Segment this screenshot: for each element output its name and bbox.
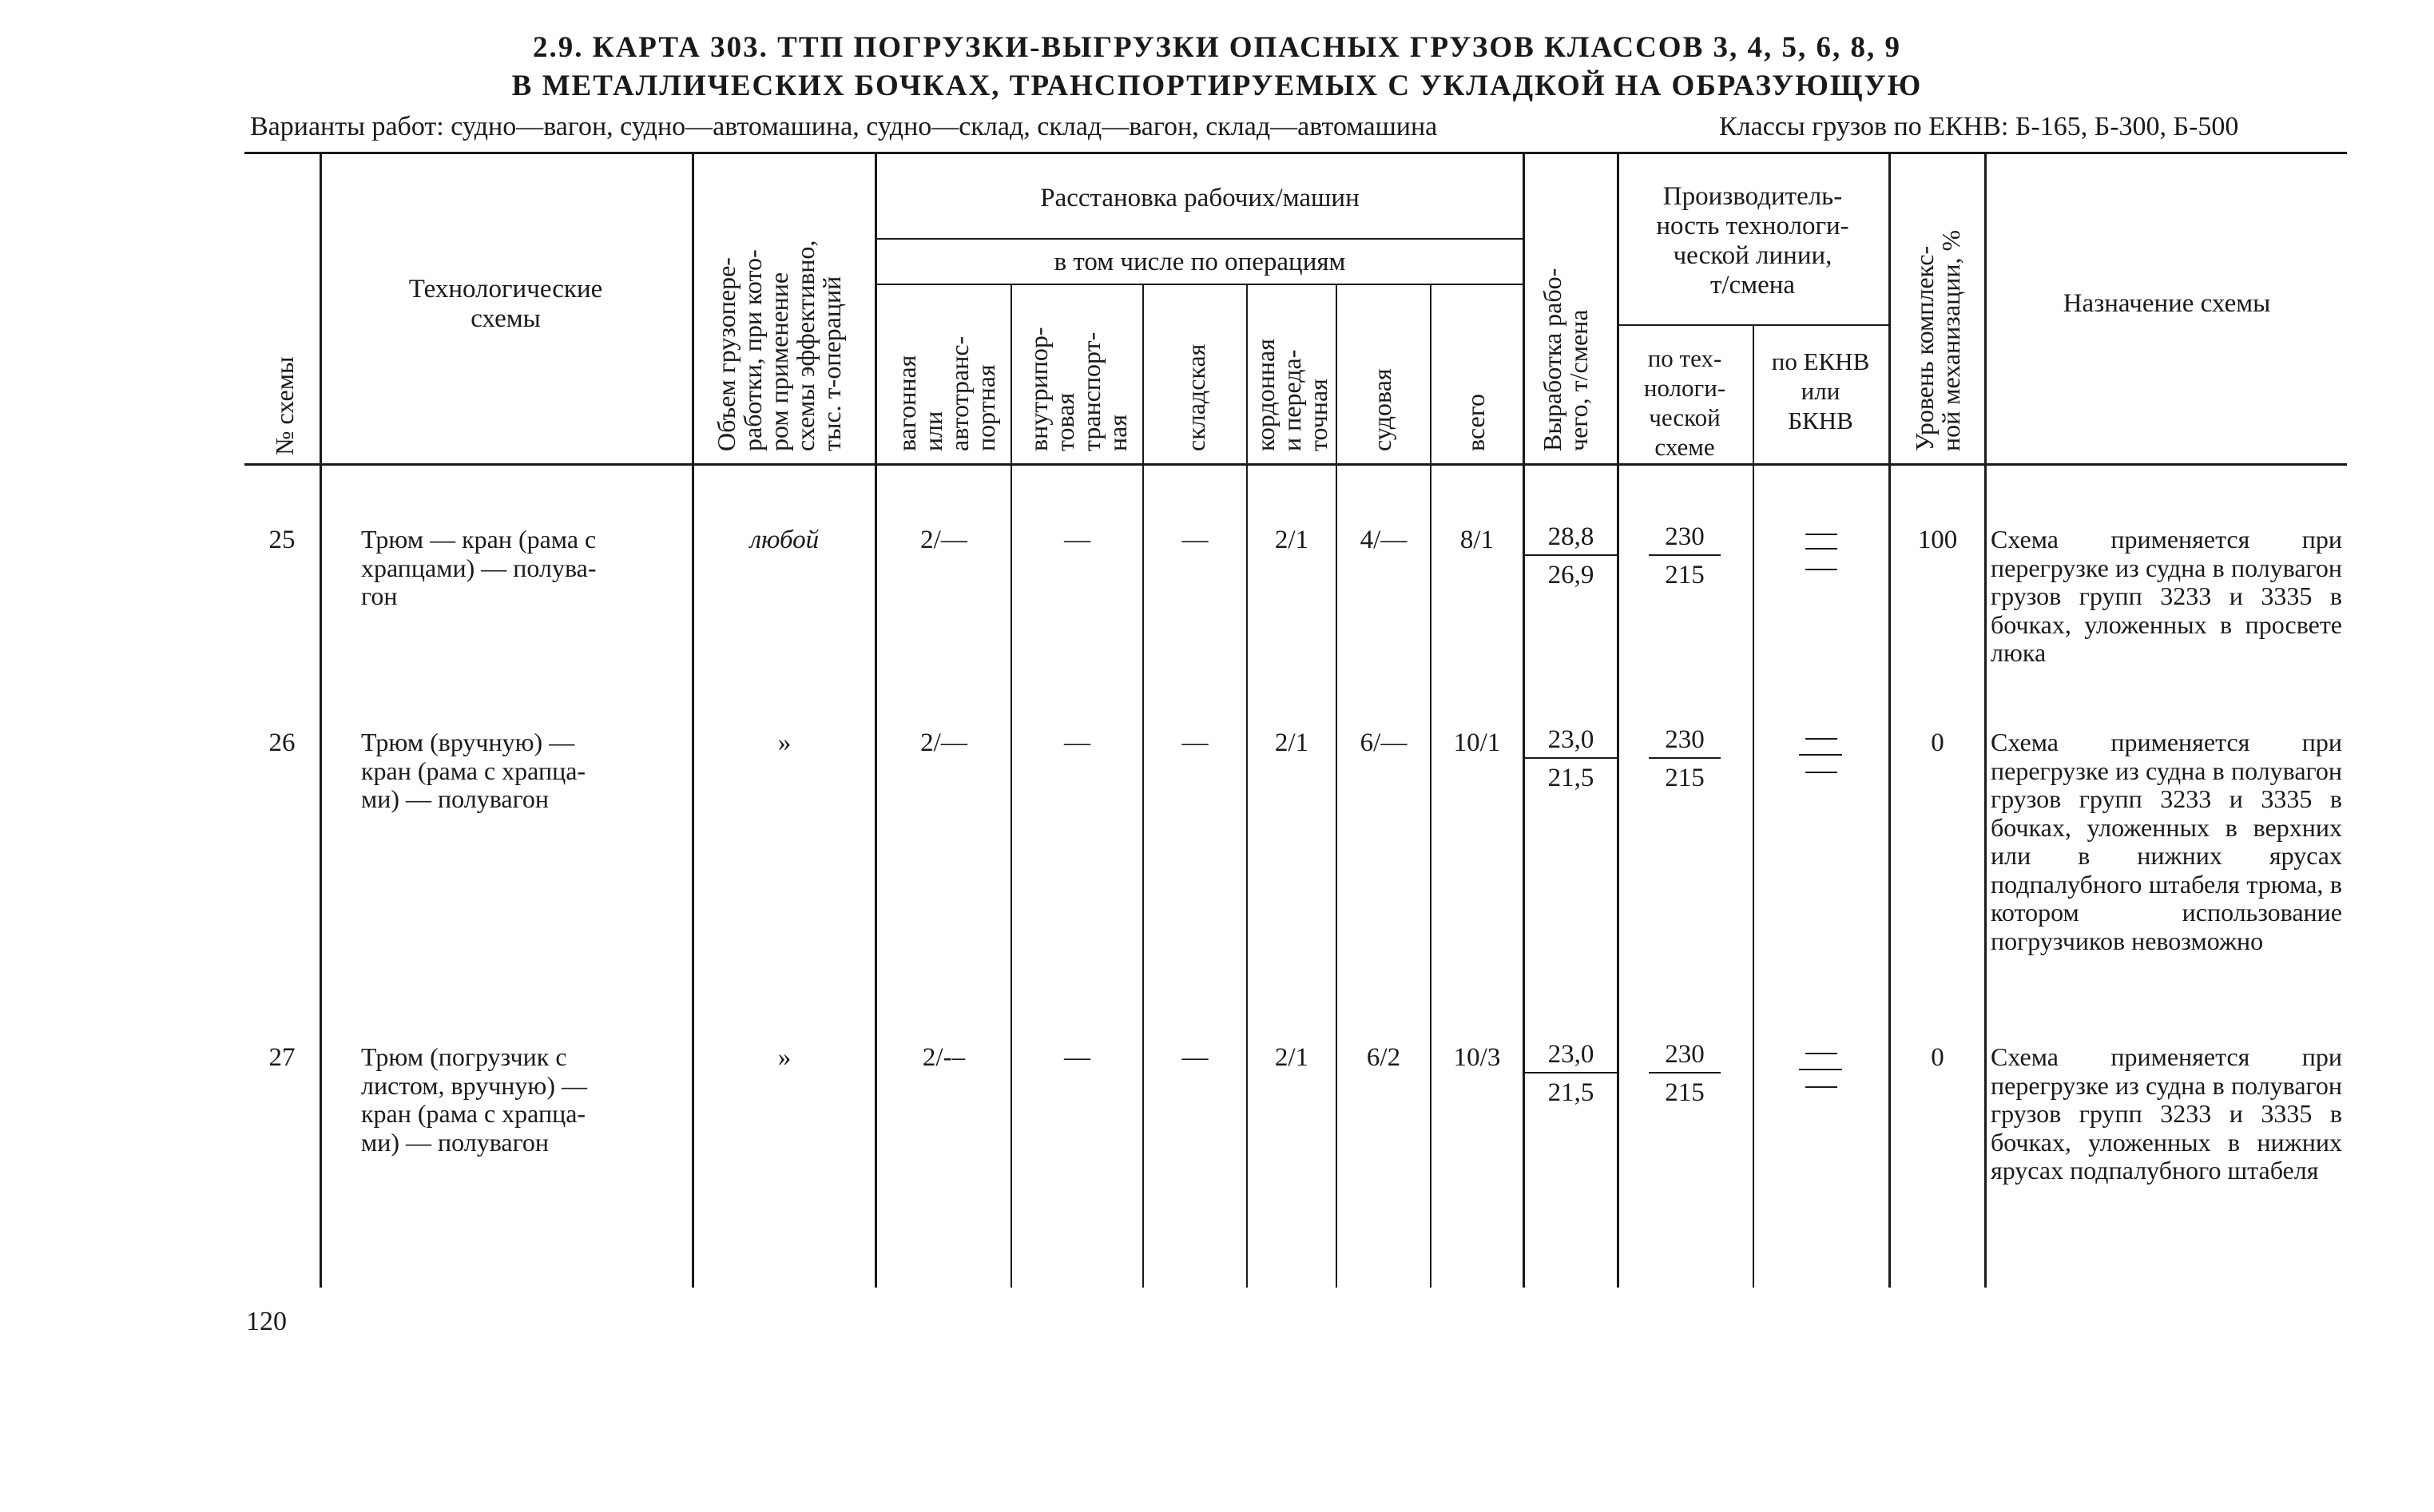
col-divider-10 [1617,152,1619,1288]
header-op-total: всего [1460,393,1490,451]
operations-rule [877,284,1523,285]
worker-output: $\frac{23,0}{21,5}$ [1525,1038,1617,1109]
op-intraport: — [1064,1043,1090,1072]
header-mechanization: Уровень комплекс- ной механизации, % [1910,229,1965,451]
scheme-purpose: Схема применяется при перегрузке из судна в полувагон грузов групп 3233 и 3335 в бочках, уложенных в просвете люка [1991,525,2342,667]
col-divider-4 [1011,284,1012,1288]
table-top-rule [244,152,2347,154]
cargo-classes: Классы грузов по ЕКНВ: Б-165, Б-300, Б-500 [1719,112,2239,141]
col-divider-2 [692,152,694,1288]
worker-output: $\frac{23,0}{21,5}$ [1525,724,1617,794]
tech-scheme: Трюм — кран (рама с храпцами) — полува- гон [361,525,597,610]
col-divider-9 [1523,152,1525,1288]
page-number: 120 [246,1307,287,1336]
col-divider-12 [1888,152,1891,1288]
mechanization-level: 100 [1917,526,1958,554]
header-prod-eknv: по ЕКНВ или БКНВ [1771,347,1870,435]
op-total: 8/1 [1459,526,1495,554]
header-purpose: Назначение схемы [2063,289,2271,318]
tech-scheme: Трюм (вручную) — кран (рама с храпца- ми) — полувагон [361,728,586,813]
op-warehouse: — [1181,728,1209,757]
row-number: 26 [268,728,296,757]
scheme-purpose: Схема применяется при перегрузке из судна в полувагон грузов групп 3233 и 3335 в бочках, уложенных в нижних ярусах подпалубного штабеля [1991,1042,2342,1185]
op-intraport: — [1064,526,1090,554]
row-number: 25 [268,526,296,554]
op-cordon: 2/1 [1274,526,1309,554]
op-warehouse: — [1181,1043,1209,1072]
op-wagon: 2/— [920,526,967,554]
op-warehouse: — [1181,526,1209,554]
volume: любой [749,526,820,554]
mechanization-level: 0 [1931,1043,1944,1072]
row-number: 27 [268,1043,296,1072]
header-op-ship: судовая [1367,368,1396,451]
col-divider-13 [1984,152,1987,1288]
header-bottom-rule [244,463,2347,466]
mechanization-level: 0 [1931,728,1944,757]
header-productivity: Производитель- ность технологи- ческой линии, т/смена [1656,182,1849,300]
op-wagon: 2/-– [922,1043,966,1072]
op-cordon: 2/1 [1274,728,1309,757]
header-op-warehouse: складская [1181,343,1210,451]
work-variants: Варианты работ: судно—вагон, судно—автомашина, судно—склад, склад—вагон, склад—автомашина [250,112,1438,141]
header-output: Выработка рабо- чего, т/смена [1538,268,1593,451]
page-title-line2: В МЕТАЛЛИЧЕСКИХ БОЧКАХ, ТРАНСПОРТИРУЕМЫХ С УКЛАДКОЙ НА ОБРАЗУЮЩУЮ [511,69,1923,102]
op-intraport: — [1064,728,1090,757]
op-total: 10/3 [1453,1043,1501,1072]
col-divider-5 [1142,284,1144,1288]
header-placement: Расстановка рабочих/машин [1040,184,1360,212]
productivity-tech: $\frac{230}{215}$ [1649,1038,1721,1109]
volume: » [777,1043,792,1072]
op-wagon: 2/— [920,728,967,757]
op-ship: 6/2 [1366,1043,1401,1072]
header-op-cordon: кордонная и переда- точная [1250,339,1332,451]
col-divider-3 [875,152,877,1288]
op-ship: 6/— [1360,728,1408,757]
col-divider-11 [1753,324,1754,1288]
volume: » [777,728,792,757]
scheme-purpose: Схема применяется при перегрузке из судна в полувагон грузов групп 3233 и 3335 в бочках, уложенных в верхних или в нижних ярусах подпалубного штабеля трюма, в котором использование погрузчиков невозможно [1991,728,2342,955]
header-tech-schemes: Технологические схемы [408,275,603,333]
tech-scheme: Трюм (погрузчик с листом, вручную) — кран (рама с храпца- ми) — полувагон [361,1042,587,1157]
header-by-operations: в том числе по операциям [1054,248,1346,276]
header-prod-tech: по тех- нологи- ческой схеме [1643,344,1726,461]
placement-rule [877,238,1523,240]
header-op-wagon: вагонная или автотранс- портная [892,335,1000,451]
header-op-intraport: внутрипор- товая транспорт- ная [1024,327,1132,451]
op-ship: 4/— [1360,526,1408,554]
worker-output: $\frac{28,8}{26,9}$ [1525,521,1617,591]
page-title-line1: 2.9. КАРТА 303. ТТП ПОГРУЗКИ-ВЫГРУЗКИ ОПАСНЫХ ГРУЗОВ КЛАССОВ 3, 4, 5, 6, 8, 9 [532,31,1902,64]
header-scheme-no: № схемы [269,356,299,455]
col-divider-8 [1430,284,1431,1288]
header-volume: Объем грузопере- работки, при кото- ром применение схемы эффективно, тыс. т-операций [711,240,846,451]
op-total: 10/1 [1453,728,1501,757]
col-divider-7 [1336,284,1337,1288]
productivity-tech: $\frac{230}{215}$ [1649,521,1721,591]
productivity-tech: $\frac{230}{215}$ [1649,724,1721,794]
op-cordon: 2/1 [1274,1043,1309,1072]
